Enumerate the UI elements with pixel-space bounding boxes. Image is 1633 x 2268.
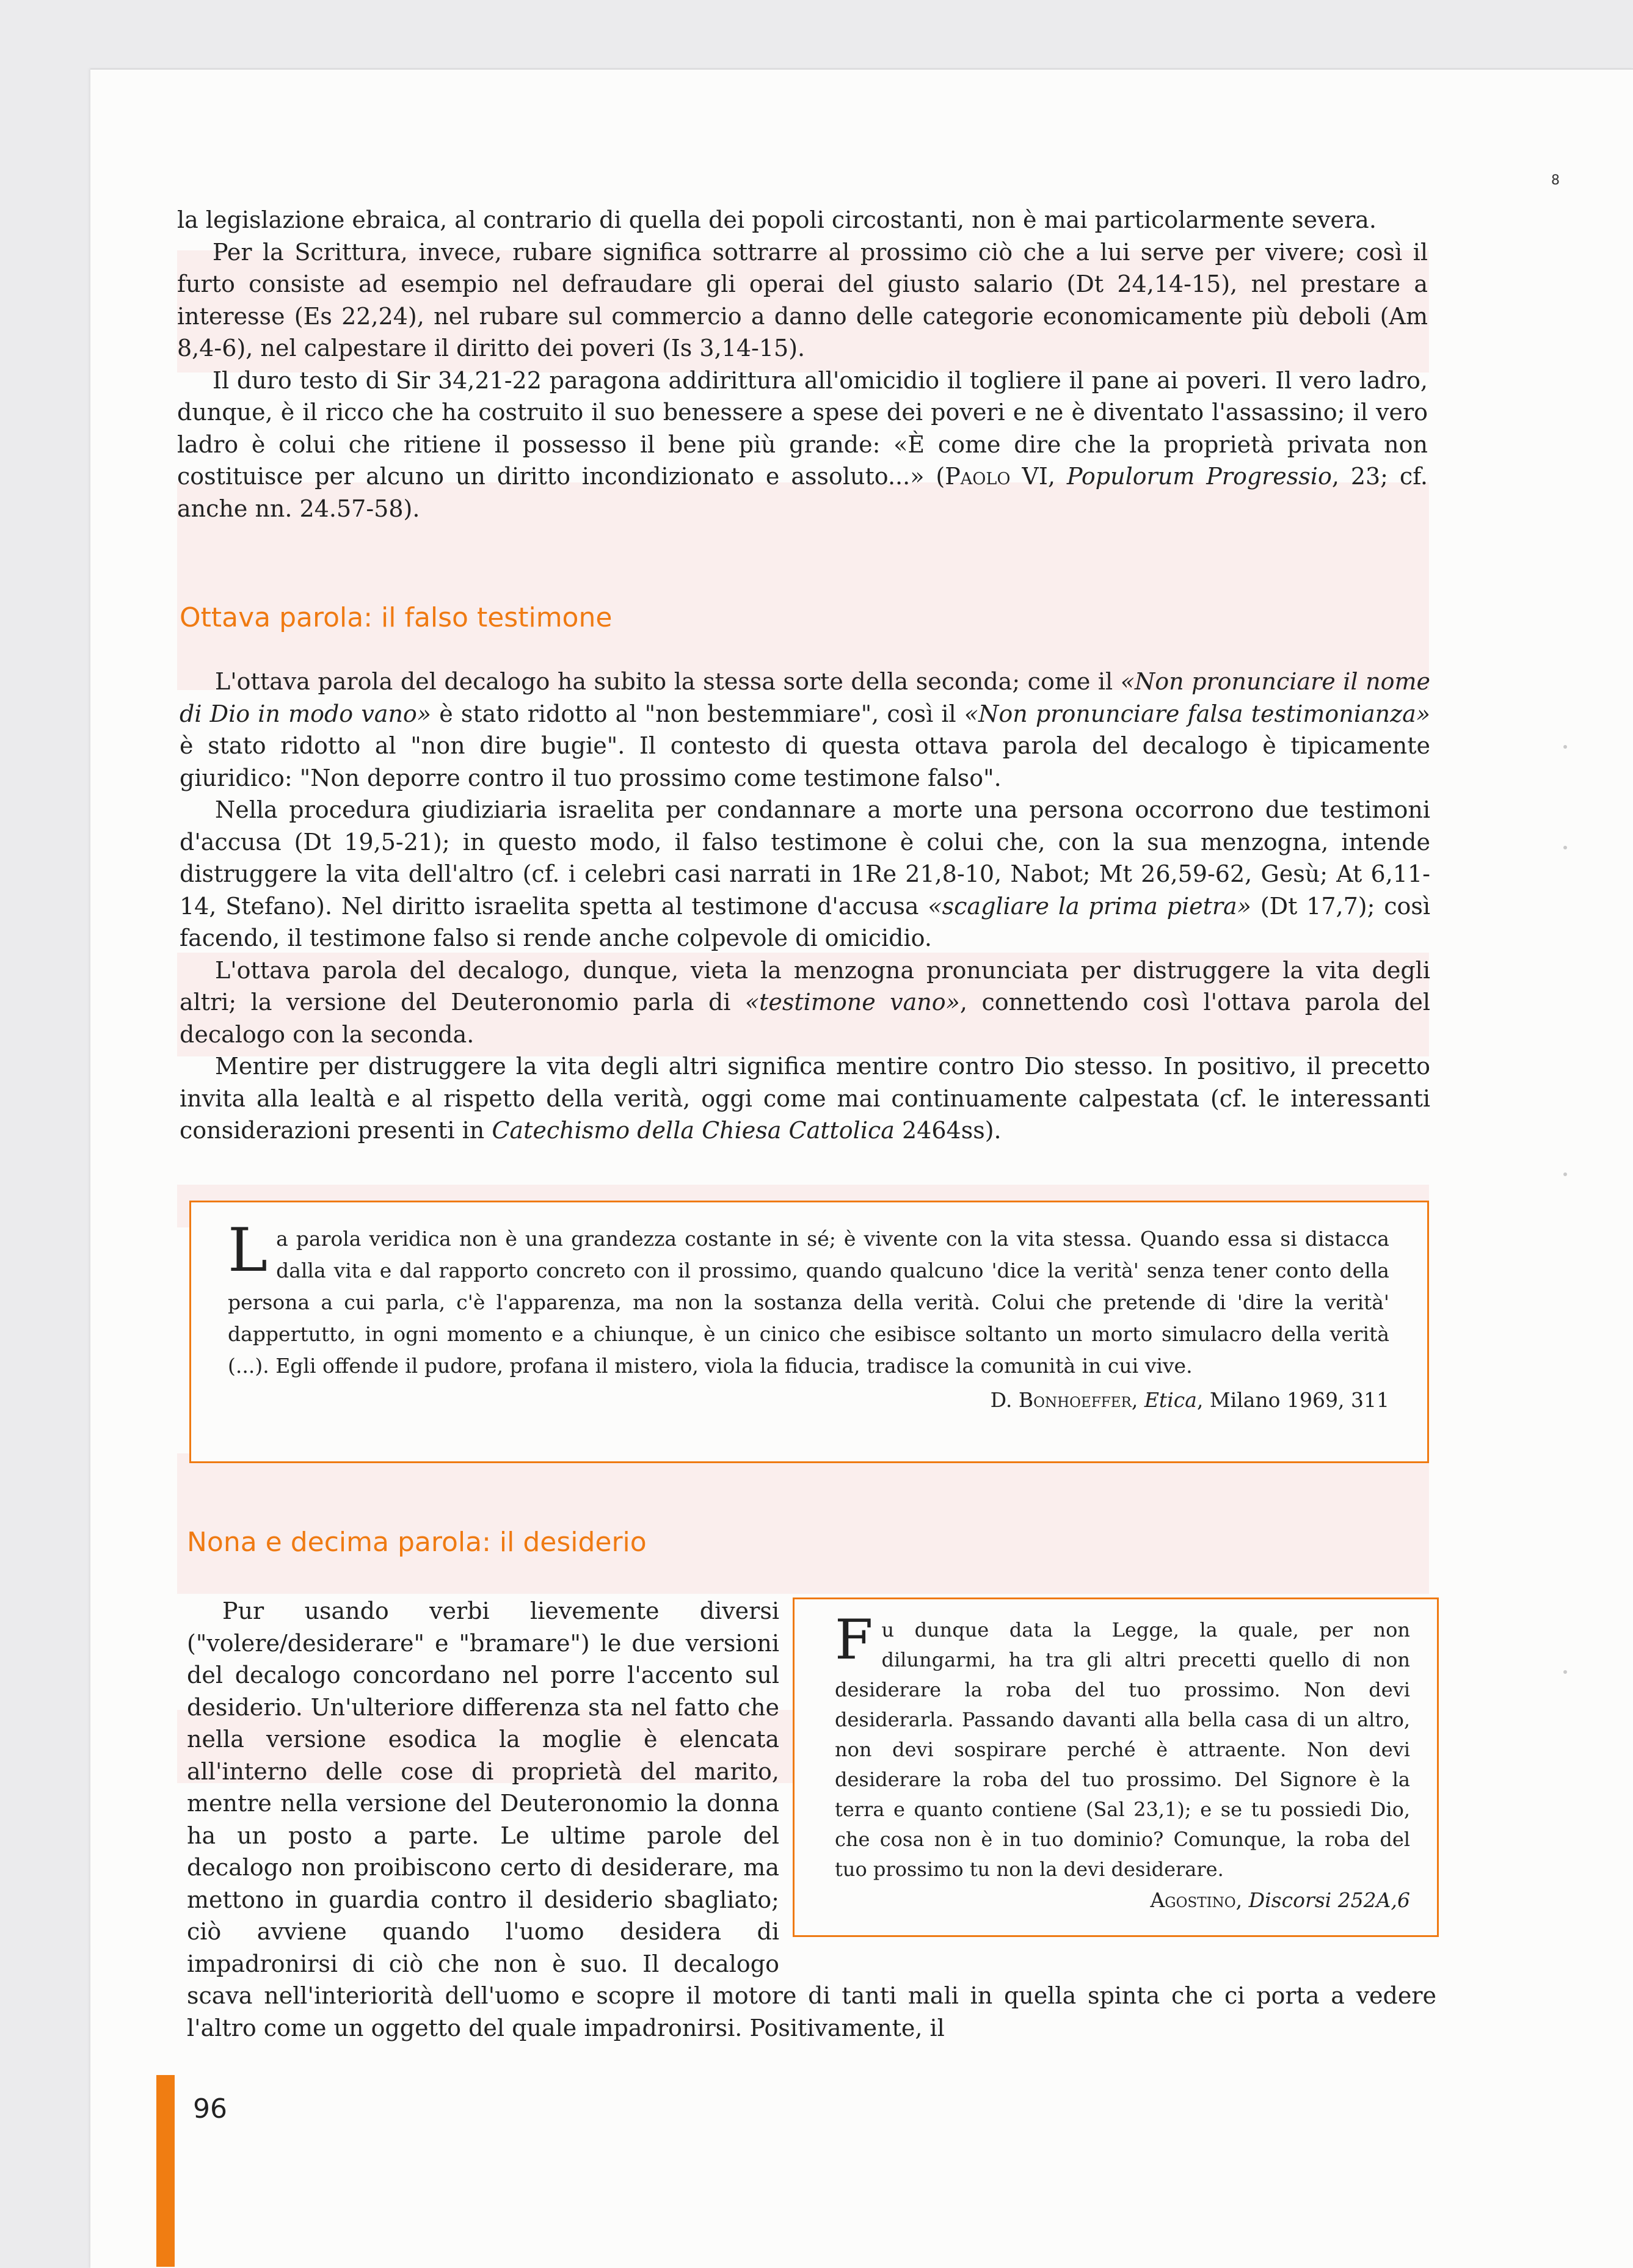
author-name: Paolo VI (945, 463, 1048, 490)
page-accent-bar (156, 2075, 175, 2267)
section-theft-text (177, 204, 1428, 525)
float-spacer (779, 1595, 1436, 1948)
section-nona-text (187, 1595, 1436, 2044)
speck (1563, 745, 1567, 749)
corner-number: 8 (1551, 173, 1560, 188)
paragraph: Per la Scrittura, invece, rubare significa sottrarre al prossimo ciò che a lui serve per vivere; così il furto consiste ad esempio nel defraudare gli operai del giusto salario (Dt 24,14-15), nel prestare a interesse (Es 22,24), nel rubare sul commercio a danno delle categorie economicamente più deboli (Am 8,4-6), nel calpestare il diritto dei poveri (Is 3,14-15). (177, 238, 1428, 362)
quote-text: Fu dunque data la Legge, la quale, per non dilungarmi, ha tra gli altri precetti quello di non desiderare la roba del tuo prossimo. Non devi desiderarla. Passando davanti alla bella casa di un altro, non devi sospirare perché è attraente. Non devi desiderare la roba del tuo prossimo. Del Signore è la terra e quanto contiene (Sal 23,1); e se tu possiedi Dio, che cosa non è in tuo dominio? Comunque, la roba del tuo prossimo tu non la devi desiderare. (835, 1608, 1410, 1881)
work-title: Populorum Progressio (1066, 463, 1332, 490)
paragraph: Mentire per distruggere la vita degli altri significa mentire contro Dio stesso. In positivo, il precetto invita alla lealtà e al rispetto della verità, oggi come mai continuamente calpestata (cf. le interessanti considerazioni presenti in Catechismo della Chiesa Cattolica 2464ss). (180, 1053, 1430, 1144)
quote-citation: D. Bonhoeffer, Etica, Milano 1969, 311 (990, 1388, 1389, 1412)
quote-citation: Agostino, Discorsi 252A,6 (1150, 1888, 1410, 1912)
speck (1563, 1172, 1567, 1176)
section-heading-ottava: Ottava parola: il falso testimone (180, 602, 613, 633)
paragraph: L'ottava parola del decalogo, dunque, vieta la menzogna pronunciata per distruggere la vita degli altri; la versione del Deuteronomio parla di «testimone vano», connettendo così l'ottava parola del decalogo con la seconda. (180, 956, 1431, 1048)
section-ottava-text (180, 666, 1430, 1147)
drop-cap: F (835, 1608, 873, 1672)
drop-cap: L (228, 1216, 268, 1285)
section-heading-nona: Nona e decima parola: il desiderio (187, 1527, 647, 1558)
speck (1563, 846, 1567, 849)
bleed-through (177, 1453, 1429, 1594)
paragraph: la legislazione ebraica, al contrario di quella dei popoli circostanti, non è mai particolarmente severa. (177, 206, 1377, 233)
paragraph: Pur usando verbi lievemente diversi ("volere/desiderare" e "bramare") le due versioni del decalogo concordano nel porre l'accento sul desiderio. Un'ulteriore differenza sta nel fatto che nella versione esodica la moglie è elencata all'interno delle cose di proprietà del marito, mentre nella versione del Deuteronomio la donna ha un posto a parte. Le ultime parole del decalogo non proibiscono certo di desiderare, ma mettono in guardia contro il desiderio sbagliato; ciò avviene quando l'uomo desidera di impadronirsi di ciò che non è suo. Il decalogo scava nell'interiorità dell'uomo e scopre il motore di tanti mali in quella spinta che ci porta a vedere l'altro come un oggetto del quale impadronirsi. Positivamente, il (187, 1597, 1436, 2041)
paragraph: Nella procedura giudiziaria israelita per condannare a morte una persona occorrono due testimoni d'accusa (Dt 19,5-21); in questo modo, il falso testimone è colui che, con la sua menzogna, intende distruggere la vita dell'altro (cf. i celebri casi narrati in 1Re 21,8-10, Nabot; Mt 26,59-62, Gesù; At 6,11-14, Stefano). Nel diritto israelita spetta al testimone d'accusa «scagliare la prima pietra» (Dt 17,7); così facendo, il testimone falso si rende anche colpevole di omicidio. (180, 796, 1431, 951)
quote-text: La parola veridica non è una grandezza costante in sé; è vivente con la vita stessa. Quando essa si distacca dalla vita e dal rapporto concreto con il prossimo, quando qualcuno 'dice la verità' senza tener conto della persona a cui parla, c'è l'apparenza, ma non la sostanza della verità. Colui che pretende di 'dire la verità' dappertutto, in ogni momento e a chiunque, è un cinico che esibisce soltanto un morto simulacro della verità (...). Egli offende il pudore, profana il mistero, viola la fiducia, tradisce la comunità in cui vive. (228, 1216, 1389, 1378)
paragraph: Il duro testo di Sir 34,21-22 paragona addirittura all'omicidio il togliere il pane ai poveri. Il vero ladro, dunque, è il ricco che ha costruito il suo benessere a spese dei poveri e ne è diventato l'assassino; il vero ladro è colui che ritiene il possesso il bene più grande: «È come dire che la proprietà privata non costituisce per alcuno un diritto incondizionato e assoluto...» (Paolo VI, Populorum Progressio, 23; cf. anche nn. 24.57-58). (177, 366, 1428, 522)
paragraph: L'ottava parola del decalogo ha subito la stessa sorte della seconda; come il «Non pronunciare il nome di Dio in modo vano» è stato ridotto al "non bestemmiare", così il «Non pronunciare falsa testimonianza» è stato ridotto al "non dire bugie". Il contesto di questa ottava parola del decalogo è tipicamente giuridico: "Non deporre contro il tuo prossimo come testimone falso". (180, 668, 1430, 791)
speck (1563, 1670, 1567, 1674)
quote-box-bonhoeffer (189, 1201, 1429, 1463)
page-number: 96 (193, 2093, 227, 2124)
